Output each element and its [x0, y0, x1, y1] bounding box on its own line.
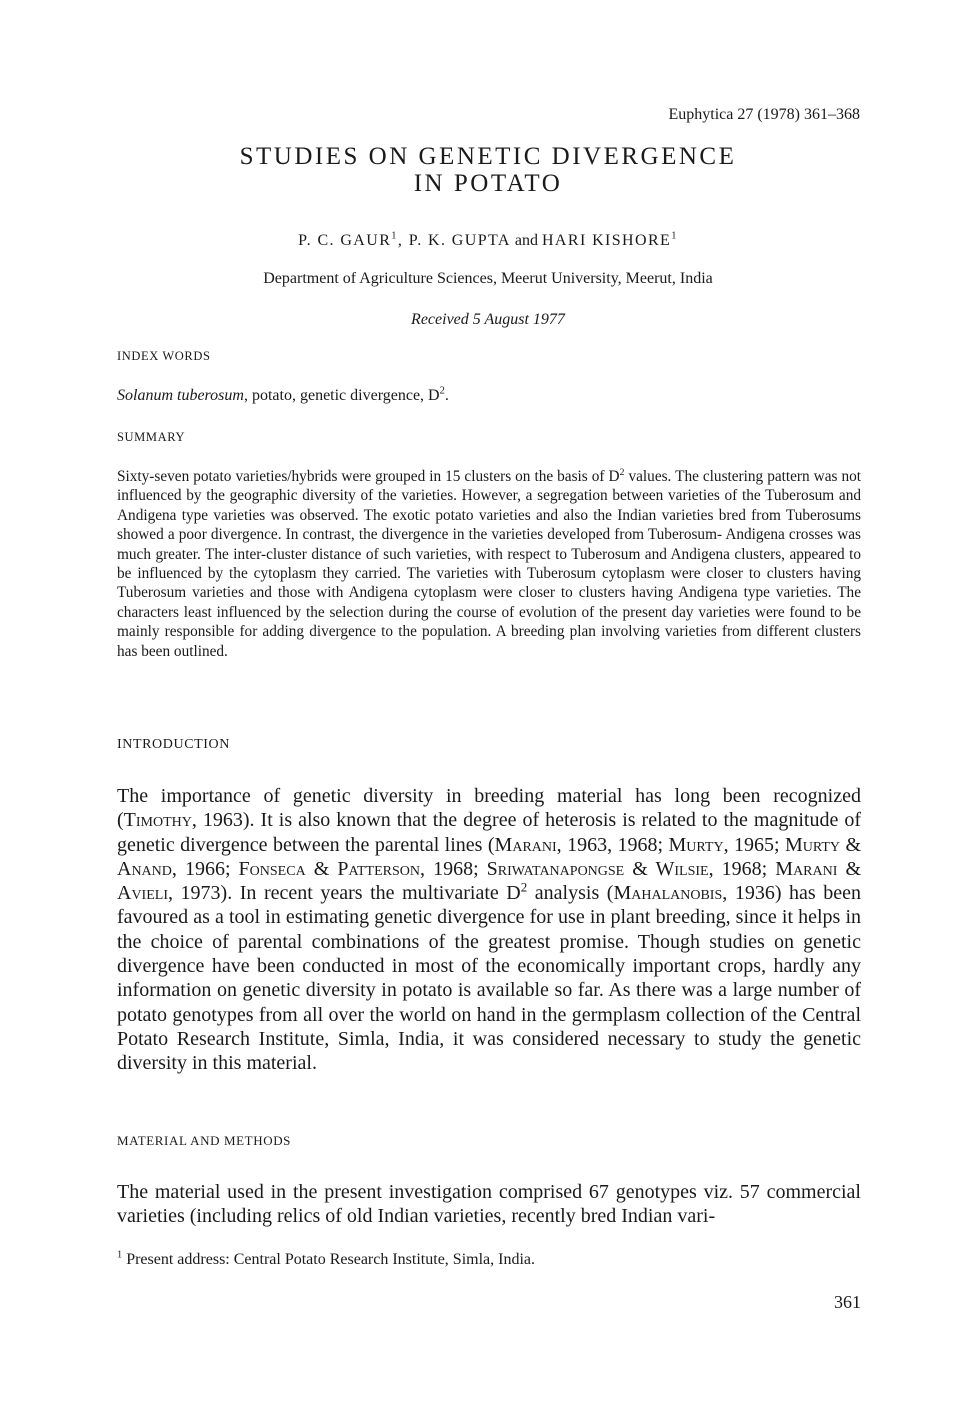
introduction-paragraph [117, 784, 861, 1076]
title-line-1: STUDIES ON GENETIC DIVERGENCE [239, 143, 737, 170]
summary-heading: SUMMARY [117, 430, 186, 444]
title-line-2: IN POTATO [413, 170, 563, 197]
intro-text: , 1963, 1968; [556, 833, 669, 856]
intro-text: analysis ( [527, 882, 614, 905]
methods-heading: MATERIAL AND METHODS [117, 1133, 292, 1148]
received-date: Received 5 August 1977 [411, 311, 565, 328]
footnote-text: Present address: Central Potato Research Institute, Simla, India. [122, 1251, 535, 1268]
footnote-marker: 1 [117, 1249, 123, 1261]
intro-text: , 1968; [420, 857, 487, 880]
footnote-marker: 1 [671, 230, 678, 242]
footnote-marker: 1 [391, 230, 398, 242]
introduction-heading: INTRODUCTION [117, 737, 230, 752]
superscript: 2 [439, 385, 445, 397]
intro-text: , 1963). It is also known that the degree of heterosis is related to the magnitude of genetic divergence between the parental lines ( [117, 809, 861, 856]
paper-title [0, 143, 976, 197]
citation: Murty [668, 833, 724, 856]
keyword-text: , potato, genetic divergence, D [243, 387, 440, 404]
index-words [117, 387, 449, 405]
author-conjunction: and [510, 232, 542, 249]
intro-text: , 1968; [708, 857, 776, 880]
author-list [0, 232, 976, 250]
citation: Marani [494, 833, 557, 856]
affiliation: Department of Agriculture Sciences, Meerut University, Meerut, India [263, 270, 713, 287]
author-kishore: HARI KISHORE [541, 232, 672, 249]
methods-paragraph: The material used in the present investigation comprised 67 genotypes viz. 57 commercial varieties (including relics of old Indian varieties, recently bred Indian vari- [117, 1181, 861, 1228]
author-gaur: P. C. GAUR [298, 232, 392, 249]
summary-text: values. The clustering pattern was not influenced by the geographic diversity of the varieties. However, a segregation between varieties of the Tuberosum and Andigena type varieties was observed. The exotic potato varieties and also the Indian varieties bred from Tuberosums showed a poor divergence. In contrast, the divergence in the varieties developed from Tuberosum- Andigena crosses was much greater. The inter-cluster distance of such varieties, with respect to Tuberosum and Andigena clusters, appeared to be influenced by the cytoplasm they carried. The varieties with Tuberosum cytoplasm were closer to clusters having Tuberosum varieties and those with Andigena cytoplasm were closer to clusters having Andigena type varieties. The characters least influenced by the selection during the course of evolution of the present day varieties were found to be mainly responsible for adding divergence to the population. A breeding plan involving varieties from different clusters has been outlined. [117, 468, 861, 660]
citation: Mahalanobis [613, 882, 723, 905]
citation: Timothy [123, 809, 192, 832]
journal-reference: Euphytica 27 (1978) 361–368 [668, 106, 860, 123]
author-gupta: P. K. GUPTA [408, 232, 511, 249]
superscript: 2 [619, 466, 625, 478]
summary-text: Sixty-seven potato varieties/hybrids were grouped in 15 clusters on the basis of D [117, 468, 620, 485]
intro-text: , 1936) has been favoured as a tool in estimating genetic divergence for use in plant breeding, since it helps in the choice of parental combinations of the greatest promise. Though studies on genetic divergence have been conducted in most of the economically important crops, hardly any information on genetic diversity in potato is available so far. As there was a large number of potato genotypes from all over the world on hand in the germplasm collection of the Central Potato Research Institute, Simla, India, it was considered necessary to study the genetic diversity in this material. [117, 882, 862, 1075]
keyword-end: . [444, 387, 449, 404]
page-number: 361 [834, 1292, 861, 1312]
summary-paragraph [117, 467, 861, 661]
citation: Fonseca & Patterson [238, 857, 421, 880]
superscript: 2 [520, 879, 528, 895]
intro-text: , 1965; [723, 833, 785, 856]
intro-text: The importance of genetic diversity in breeding material has long been recognized ( [117, 785, 861, 832]
citation: Sriwatanapongse & Wilsie [486, 857, 709, 880]
species-name: Solanum tuberosum [117, 387, 244, 404]
citation: Marani & Avieli [117, 857, 861, 905]
citation: Murty & Anand [117, 833, 861, 880]
author-separator: , [397, 232, 409, 249]
footnote [117, 1251, 535, 1269]
intro-text: , 1973). In recent years the multivariate D [167, 882, 521, 905]
intro-text: , 1966; [171, 857, 239, 880]
index-words-heading: INDEX WORDS [117, 349, 211, 363]
